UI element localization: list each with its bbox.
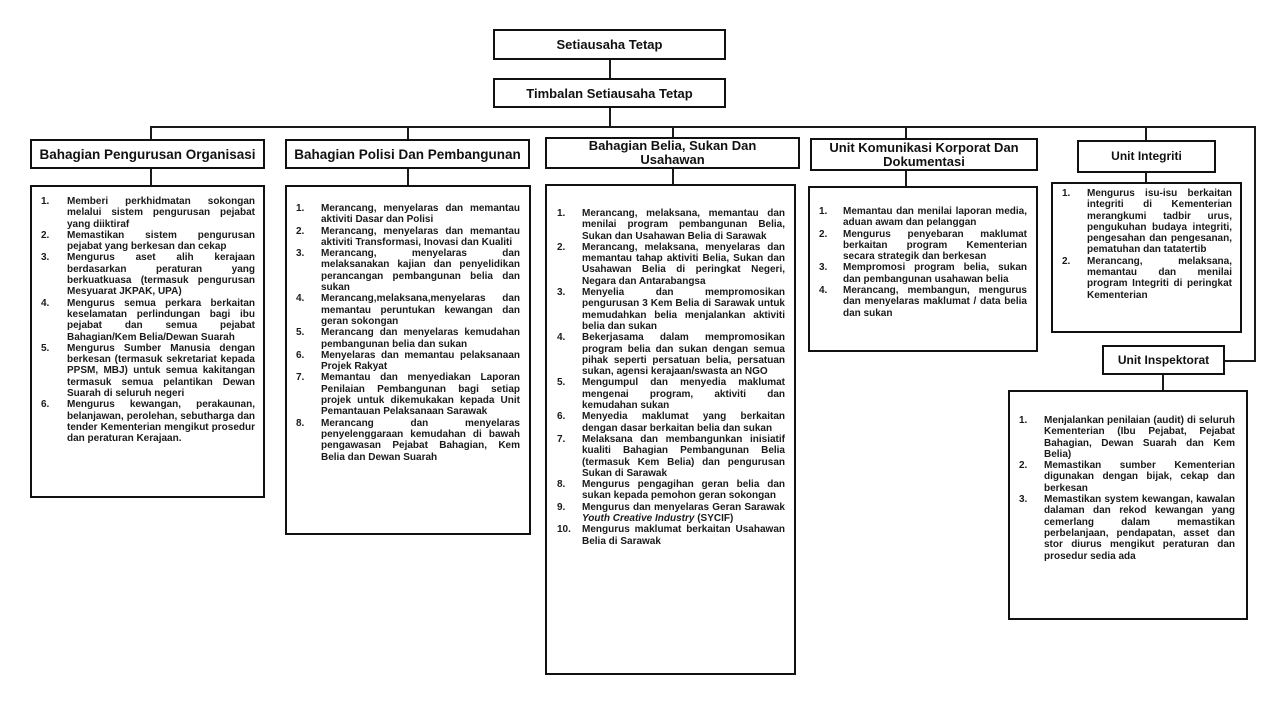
duties-list (1019, 415, 1235, 562)
unit-title-box (1102, 345, 1225, 375)
list-item: 4. Bekerjasama dalam mempromosikan program belia dan sukan dengan semua pihak seperti persatuan belia, persatuan sukan, agensi kerajaan/swasta an NGO (557, 332, 785, 378)
list-item: 5. Merancang dan menyelaras kemudahan pembangunan belia dan sukan (296, 327, 520, 350)
unit-title-box (1077, 140, 1216, 173)
unit-duties-box (30, 185, 265, 498)
connector-line (609, 59, 611, 80)
list-item: 2. Memastikan sistem pengurusan pejabat yang berkesan dan cekap (41, 229, 255, 253)
list-item: 4. Merancang, membangun, mengurus dan menyelaras maklumat / data belia dan sukan (819, 285, 1027, 319)
unit-title-box (545, 137, 800, 169)
list-item: 5. Mengurus Sumber Manusia dengan berkesan (termasuk sekretariat kepada PPSM, MBJ) untuk semua kakitangan termasuk semua pelantikan Dewan Suarah di seluruh negeri (41, 342, 255, 400)
unit-title-box (810, 138, 1038, 171)
list-item: 8. Mengurus pengagihan geran belia dan sukan kepada pemohon geran sokongan (557, 479, 785, 502)
list-item: 8. Merancang dan menyelaras penyelenggaraan kemudahan di bawah pengawasan Pejabat Bahagian, Kem Belia dan Dewan Suarah (296, 417, 520, 463)
connector-line (407, 126, 409, 140)
list-item: 3. Merancang, menyelaras dan melaksanakan kajian dan penyelidikan perancangan pembangunan belia dan sukan (296, 248, 520, 294)
unit-title: Unit Inspektorat (1117, 352, 1210, 367)
list-item: 3. Mengurus aset alih kerajaan berdasarkan peraturan yang berkuatkuasa (termasuk pengurusan Mesyuarat JKPAK, UPA) (41, 252, 255, 298)
unit-title-box (285, 139, 530, 169)
deputy-box (493, 78, 726, 108)
list-item: 3. Menyelia dan mempromosikan pengurusan 3 Kem Belia di Sarawak untuk memudahkan belia menjalankan aktiviti belia dan sukan (557, 287, 785, 332)
duties-list (1062, 188, 1232, 301)
list-item: 1. Merancang, menyelaras dan memantau aktiviti Dasar dan Polisi (296, 203, 520, 226)
connector-line (609, 107, 611, 127)
secretary-title: Setiausaha Tetap (556, 37, 663, 52)
list-item: 1. Menjalankan penilaian (audit) di seluruh Kementerian (Ibu Pejabat, Pejabat Bahagian, Dewan Suarah dan Kem Belia) (1019, 415, 1235, 460)
list-item: 7. Memantau dan menyediakan Laporan Penilaian Pembangunan bagi setiap projek untuk dikemukakan kepada Unit Pemantauan Pelaksanaan Sarawak (296, 372, 520, 418)
sycif-item: Mengurus dan menyelaras Geran Sarawak Youth Creative Industry (SYCIF) (582, 501, 785, 525)
unit-duties-box (1008, 390, 1248, 620)
duties-list (41, 196, 255, 445)
unit-title: Bahagian Pengurusan Organisasi (39, 146, 256, 162)
unit-title: Unit Integriti (1111, 149, 1182, 163)
list-item: 6. Mengurus kewangan, perakaunan, belanjawan, perolehan, sebutharga dan tender Kementerian mengikut prosedur dan peraturan Kerajaan. (41, 399, 255, 445)
secretary-box (493, 29, 726, 60)
list-item: 2. Merancang, melaksana, menyelaras dan memantau tahap aktiviti Belia, Sukan dan Usahawan Belia di peringkat Negeri, Negara dan Antarabangsa (557, 241, 785, 287)
unit-title: Unit Komunikasi Korporat Dan Dokumentasi (829, 139, 1019, 169)
list-item: 5. Mengumpul dan menyedia maklumat mengenai program, aktiviti dan kemudahan sukan (557, 377, 785, 412)
list-item: 7. Melaksana dan membangunkan inisiatif kualiti Bahagian Pembangunan Belia (termasuk Kem Belia) dan pengurusan Sukan di Sarawak (557, 433, 785, 479)
list-item: 1. Memantau dan menilai laporan media, aduan awam dan pelanggan (819, 206, 1027, 229)
list-item: 6. Menyelaras dan memantau pelaksanaan Projek Rakyat (296, 349, 520, 373)
connector-line (407, 168, 409, 186)
unit-duties-box (808, 186, 1038, 352)
list-item: 1. Mengurus isu-isu berkaitan integriti di Kementerian merangkumi tadbir urus, pengukuhan budaya integriti, pengesahan dan pengesanan, pematuhan dan tatatertib (1062, 188, 1232, 256)
list-item: 4. Merancang,melaksana,menyelaras dan memantau peruntukan kewangan dan geran sokongan (296, 293, 520, 327)
list-item: 3. Memastikan system kewangan, kawalan dalaman dan rekod kewangan yang cemerlang dalam memastikan perbelanjaan, pendapatan, asset dan stor diurus mengikut peraturan dan prosedur sedia ada (1019, 494, 1235, 562)
duties-list (296, 203, 520, 463)
list-item: 6. Menyedia maklumat yang berkaitan dengan dasar berkaitan belia dan sukan (557, 411, 785, 434)
duties-list (557, 208, 785, 547)
connector-line (1224, 360, 1256, 362)
unit-duties-box (285, 185, 531, 535)
connector-line (672, 168, 674, 185)
list-item: 1. Memberi perkhidmatan sokongan melalui sistem pengurusan pejabat yang diiktiraf (41, 196, 255, 230)
unit-title: Bahagian Polisi Dan Pembangunan (294, 146, 521, 162)
connector-line (1162, 374, 1164, 390)
connector-line (150, 126, 152, 140)
connector-line (1254, 126, 1256, 362)
connector-line (150, 168, 152, 186)
list-item: 2. Memastikan sumber Kementerian digunakan dengan bijak, cekap dan berkesan (1019, 460, 1235, 494)
list-item: 1. Merancang, melaksana, memantau dan menilai program pembangunan Belia, Sukan dan Usahawan Belia di Sarawak (557, 208, 785, 242)
list-item: 3. Mempromosi program belia, sukan dan pembangunan usahawan belia (819, 262, 1027, 285)
list-item: 4. Mengurus semua perkara berkaitan keselamatan perlindungan bagi ibu pejabat dan semua pejabat Bahagian/Kem Belia/Dewan Suarah (41, 297, 255, 343)
list-item: 9. Mengurus dan menyelaras Geran Sarawak Youth Creative Industry (SYCIF) (557, 501, 785, 525)
list-item: 10. Mengurus maklumat berkaitan Usahawan Belia di Sarawak (557, 524, 785, 547)
connector-line (905, 170, 907, 187)
list-item: 2. Merancang, melaksana, memantau dan menilai program Integriti di peringkat Kementerian (1062, 255, 1232, 301)
connector-bus (150, 126, 1254, 128)
unit-title-box (30, 139, 265, 169)
unit-duties-box (545, 184, 796, 675)
list-item: 2. Merancang, menyelaras dan memantau aktiviti Transformasi, Inovasi dan Kualiti (296, 225, 520, 248)
connector-line (1145, 126, 1147, 140)
deputy-title: Timbalan Setiausaha Tetap (526, 85, 693, 101)
list-item: 2. Mengurus penyebaran maklumat berkaitan program Kementerian secara strategik dan berkesan (819, 228, 1027, 263)
unit-duties-box (1051, 182, 1242, 333)
duties-list (819, 206, 1027, 319)
unit-title: Bahagian Belia, Sukan Dan Usahawan (588, 138, 757, 167)
